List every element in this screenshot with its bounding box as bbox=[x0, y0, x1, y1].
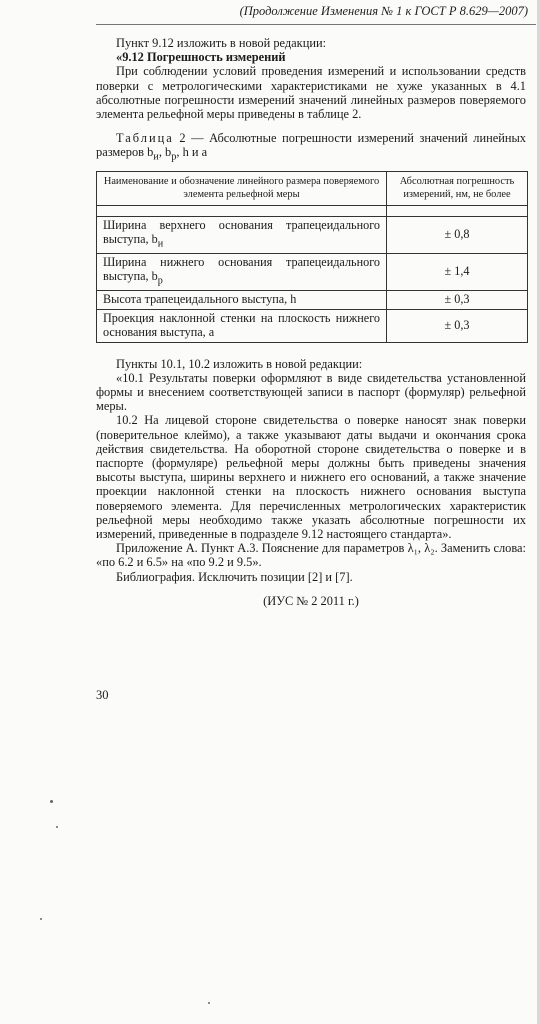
scan-speck bbox=[208, 1002, 210, 1004]
table-header-error: Абсолютная погрешность измерений, нм, не более bbox=[387, 172, 528, 206]
table-caption: Таблица 2 — Абсолютные погрешности измерений значений линейных размеров $b_и$, $b_р$, h и a bbox=[96, 131, 526, 163]
paragraph-instruction-10: Пункты 10.1, 10.2 изложить в новой редакции: bbox=[116, 356, 363, 371]
table-cell-value: ± 0,3 bbox=[387, 309, 528, 342]
paragraph-appendix-a: Приложение А. Пункт А.3. Пояснение для параметров λ₁, λ₂. Заменить слова: «по 6.2 и 6.5» на «по 9.2 и 9.5». bbox=[96, 541, 526, 570]
scan-speck bbox=[56, 826, 58, 828]
error-table bbox=[96, 171, 528, 342]
table-row: Ширина верхнего основания трапецеидального выступа, $b_и$ ± 0,8 bbox=[97, 217, 528, 254]
paragraph-10-2: 10.2 На лицевой стороне свидетельства о поверке наносят знак поверки (поверительное клеймо), а также указывают даты выдачи и окончания срока действия свидетельства. На оборотной стороне свидетельства о поверке и в паспорте (формуляре) рельефной меры должны быть приведены значения высоты выступа, ширины верхнего и нижнего его оснований, а также значение проекции наклонной стенки на плоскость нижнего основания выступа поверяемого элемента. Для перечисленных метрологических характеристик рельефной меры необходимо также указать абсолютные погрешности их измерений, приведенные в подразделе 9.12 настоящего стандарта». bbox=[96, 413, 526, 541]
source-reference: (ИУС № 2 2011 г.) bbox=[263, 593, 359, 608]
main-content bbox=[96, 36, 526, 608]
page-number: 30 bbox=[96, 688, 109, 702]
table-header-name: Наименование и обозначение линейного размера поверяемого элемента рельефной меры bbox=[97, 172, 387, 206]
section-heading-9-12: «9.12 Погрешность измерений bbox=[116, 50, 286, 65]
table-row: Ширина нижнего основания трапецеидального выступа, $b_р$ ± 1,4 bbox=[97, 254, 528, 291]
scan-speck bbox=[40, 918, 42, 920]
table-cell-value: ± 0,8 bbox=[387, 217, 528, 254]
paragraph-instruction-9-12: Пункт 9.12 изложить в новой редакции: bbox=[116, 36, 327, 50]
table-row: Высота трапецеидального выступа, h ± 0,3 bbox=[97, 291, 528, 310]
table-gap-row bbox=[97, 206, 528, 217]
paragraph-measurement-conditions: При соблюдении условий проведения измерений и использовании средств поверки с метрологическими характеристиками не хуже указанных в 4.1 абсолютные погрешности измерений значений линейных размеров поверяемого элемента рельефной меры приведены в таблице 2. bbox=[96, 64, 526, 122]
running-header: (Продолжение Изменения № 1 к ГОСТ Р 8.629—2007) bbox=[239, 4, 528, 18]
scan-speck bbox=[50, 800, 53, 803]
paragraph-bibliography: Библиография. Исключить позиции [2] и [7]. bbox=[116, 569, 353, 584]
paragraph-10-1: «10.1 Результаты поверки оформляют в виде свидетельства установленной формы и внесением соответствующей записи в паспорт (формуляр) рельефной меры. bbox=[96, 370, 526, 414]
table-row: Проекция наклонной стенки на плоскость нижнего основания выступа, a ± 0,3 bbox=[97, 309, 528, 342]
table-cell-value: ± 0,3 bbox=[387, 291, 528, 310]
table-header-row bbox=[97, 172, 528, 206]
table-caption-word: Таблица bbox=[116, 131, 174, 146]
table-cell-value: ± 1,4 bbox=[387, 254, 528, 291]
header-rule bbox=[96, 24, 536, 25]
